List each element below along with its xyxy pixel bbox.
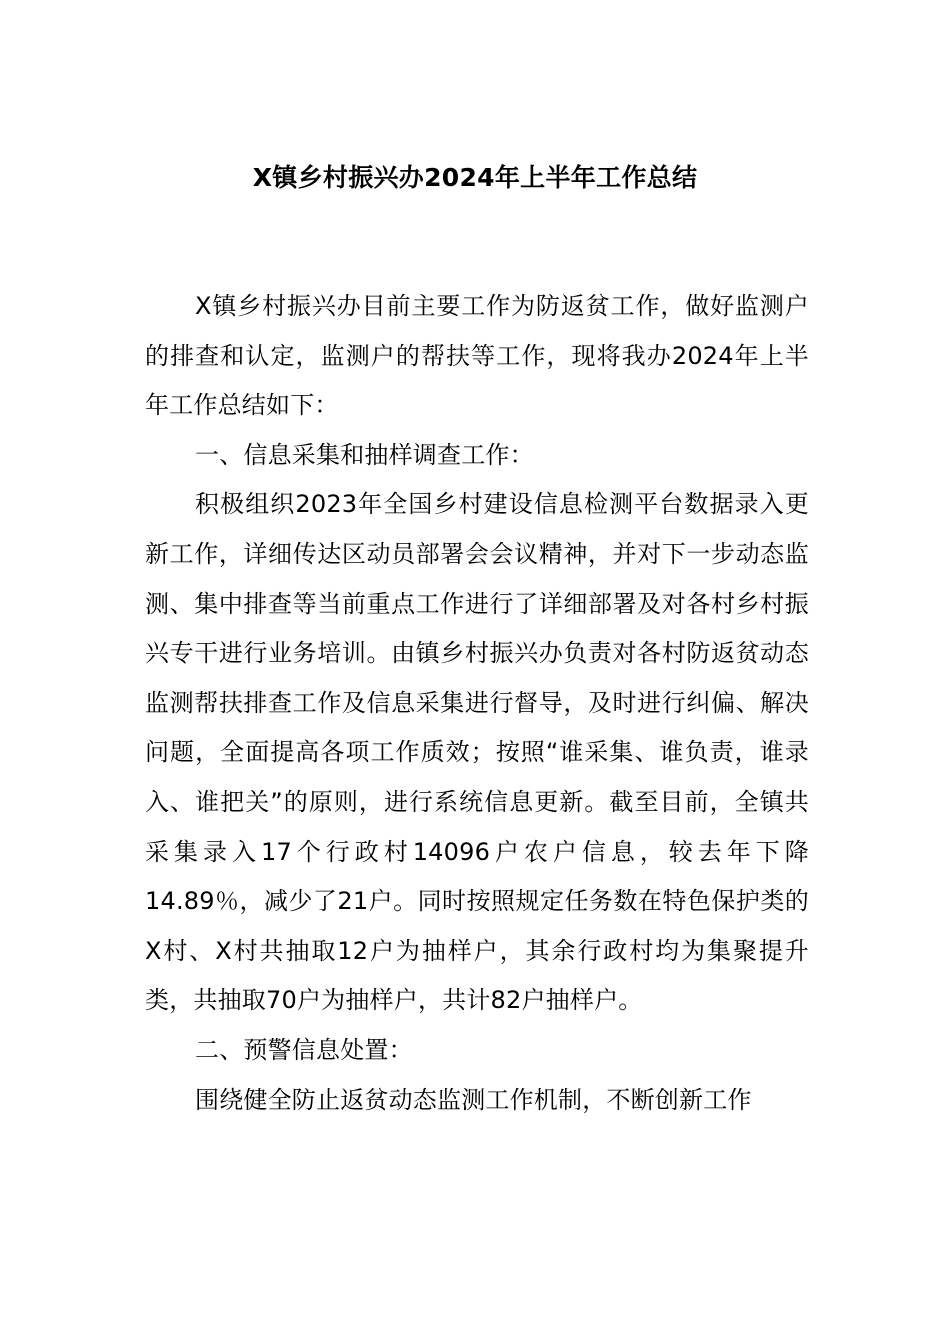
document-body bbox=[145, 282, 809, 1125]
paragraph-warning: 围绕健全防止返贫动态监测工作机制，不断创新工作 bbox=[195, 1085, 752, 1114]
section-heading-1: 一、信息采集和抽样调查工作： bbox=[195, 440, 534, 469]
document-title: X镇乡村振兴办2024年上半年工作总结 bbox=[252, 163, 698, 192]
section-heading-2: 二、预警信息处置： bbox=[195, 1035, 413, 1064]
paragraph-intro: X镇乡村振兴办目前主要工作为防返贫工作，做好监测户的排查和认定，监测户的帮扶等工作，现将我办2024年上半年工作总结如下： bbox=[145, 292, 809, 420]
paragraph-info-collection: 积极组织2023年全国乡村建设信息检测平台数据录入更新工作，详细传达区动员部署会会议精神，并对下一步动态监测、集中排查等当前重点工作进行了详细部署及对各村乡村振兴专干进行业务培训。由镇乡村振兴办负责对各村防返贫动态监测帮扶排查工作及信息采集进行督导，及时进行纠偏、解决问题，全面提高各项工作质效；按照“谁采集、谁负责，谁录入、谁把关”的原则，进行系统信息更新。截至目前，全镇共采集录入17个行政村14096户农户信息，较去年下降14.89％，减少了21户。同时按照规定任务数在特色保护类的X村、X村共抽取12户为抽样户，其余行政村均为集聚提升类，共抽取70户为抽样户，共计82户抽样户。 bbox=[145, 490, 809, 1015]
